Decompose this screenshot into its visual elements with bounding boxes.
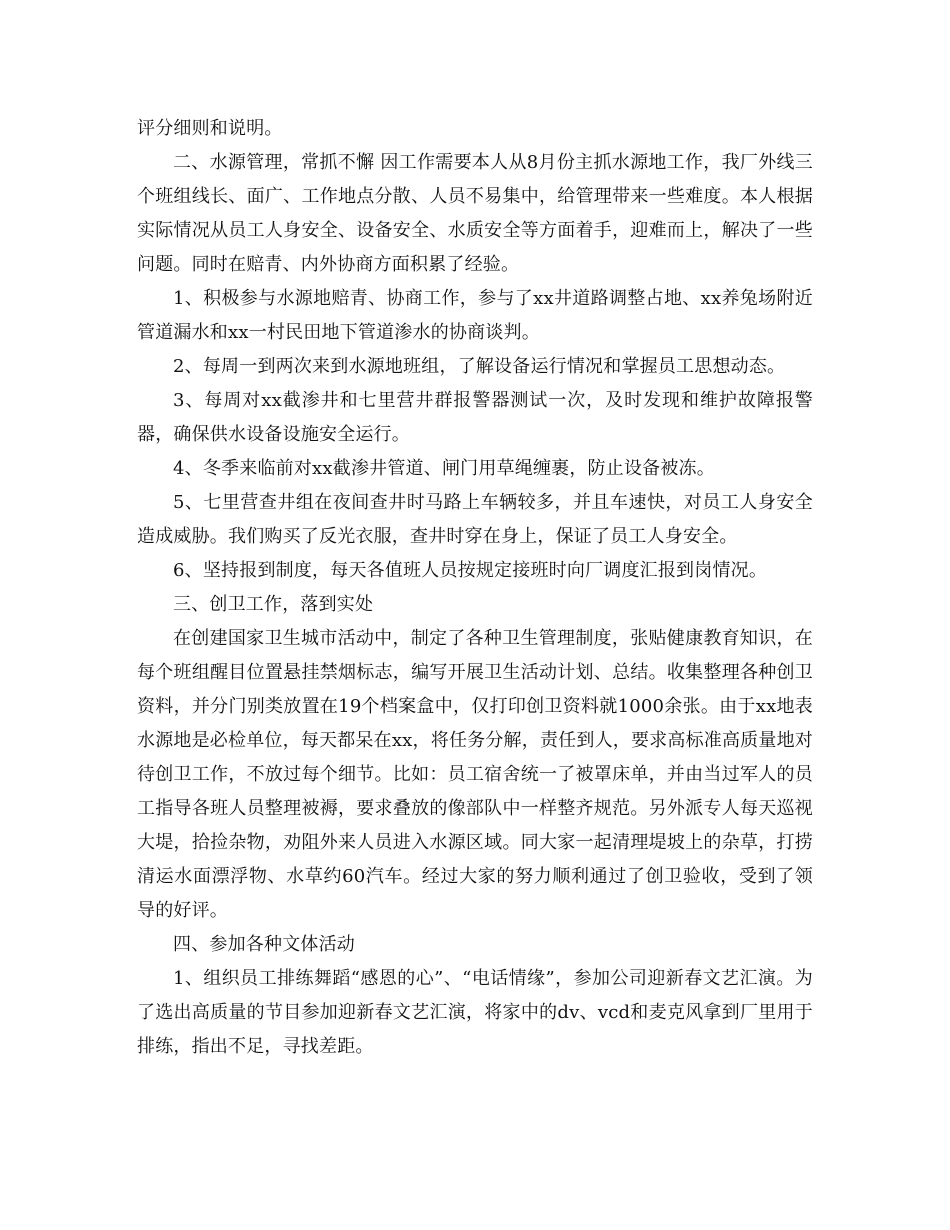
paragraph-9: 在创建国家卫生城市活动中，制定了各种卫生管理制度，张贴健康教育知识，在每个班组醒目位置悬挂禁烟标志，编写开展卫生活动计划、总结。收集整理各种创卫资料，并分门别类放置在19个档案盒中，仅打印创卫资料就1000余张。由于xx地表水源地是必检单位，每天都呆在xx，将任务分解，责任到人，要求高标准高质量地对待创卫工作，不放过每个细节。比如：员工宿舍统一了被罩床单，并由当过军人的员工指导各班人员整理被褥，要求叠放的像部队中一样整齐规范。另外派专人每天巡视大堤，拾捡杂物，劝阻外来人员进入水源区域。同大家一起清理堤坡上的杂草，打捞清运水面漂浮物、水草约60汽车。经过大家的努力顺利通过了创卫验收，受到了领导的好评。: [137, 628, 813, 921]
section-heading-4: 四、参加各种文体活动: [173, 934, 355, 955]
paragraph-3: 2、每周一到两次来到水源地班组，了解设备运行情况和掌握员工思想动态。: [173, 356, 786, 377]
paragraph-4: 3、每周对xx截渗井和七里营井群报警器测试一次，及时发现和维护故障报警器，确保供水设备设施安全运行。: [137, 390, 813, 445]
paragraph-11: 1、组织员工排练舞蹈“感恩的心”、“电话情缘”，参加公司迎新春文艺汇演。为了选出高质量的节目参加迎新春文艺汇演，将家中的dv、vcd和麦克风拿到厂里用于排练，指出不足，寻找差距。: [137, 968, 813, 1057]
paragraph-2: 1、积极参与水源地赔青、协商工作，参与了xx井道路调整占地、xx养兔场附近管道漏水和xx一村民田地下管道渗水的协商谈判。: [137, 288, 813, 343]
paragraph-1: 二、水源管理，常抓不懈 因工作需要本人从8月份主抓水源地工作，我厂外线三个班组线长、面广、工作地点分散、人员不易集中，给管理带来一些难度。本人根据实际情况从员工人身安全、设备安全、水质安全等方面着手，迎难而上，解决了一些问题。同时在赔青、内外协商方面积累了经验。: [137, 152, 813, 275]
paragraph-5: 4、冬季来临前对xx截渗井管道、闸门用草绳缠裹，防止设备被冻。: [173, 458, 715, 479]
section-heading-3: 三、创卫工作，落到实处: [173, 594, 374, 615]
paragraph-6: 5、七里营查井组在夜间查井时马路上车辆较多，并且车速快，对员工人身安全造成威胁。我们购买了反光衣服，查井时穿在身上，保证了员工人身安全。: [137, 492, 813, 547]
paragraph-0: 评分细则和说明。: [137, 118, 283, 139]
document-body: [137, 112, 813, 1064]
paragraph-7: 6、坚持报到制度，每天各值班人员按规定接班时向厂调度汇报到岗情况。: [173, 560, 768, 581]
